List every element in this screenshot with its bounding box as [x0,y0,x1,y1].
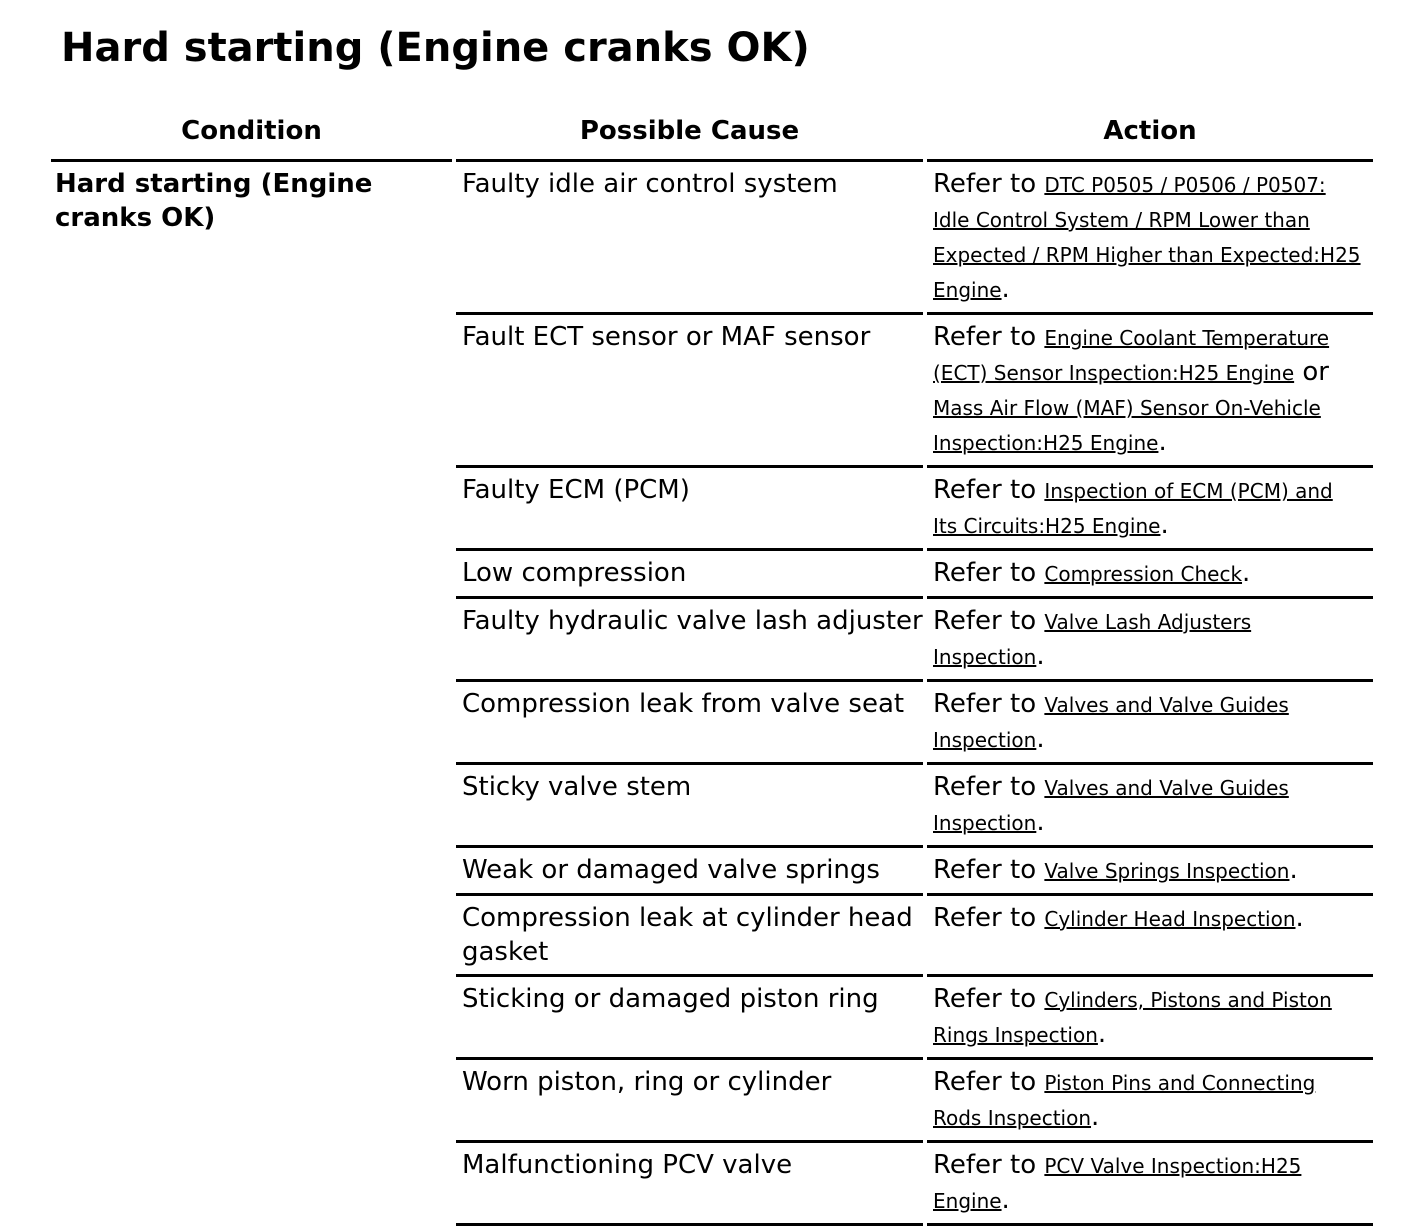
reference-link[interactable]: Mass Air Flow (MAF) Sensor On-Vehicle [933,396,1321,420]
action-text: or [1294,357,1329,387]
reference-link[interactable]: Compression Check [1044,562,1243,586]
action-text: . [1295,903,1304,933]
action-line [933,272,1373,307]
action-line [933,853,1373,888]
action-text: Refer to [933,903,1045,933]
action-line [933,1183,1373,1218]
action-text: . [1036,641,1045,671]
reference-link[interactable]: Inspection [933,645,1037,669]
action-line [933,473,1373,508]
action-line [933,770,1373,805]
possible-cause-cell: Compression leak from valve seat [456,682,923,765]
action-line [933,202,1373,237]
reference-link[interactable]: Engine Coolant Temperature [1044,326,1330,350]
header-possible-cause: Possible Cause [456,108,923,162]
reference-link[interactable]: Idle Control System / RPM Lower than [933,208,1310,232]
reference-link[interactable]: Inspection of ECM (PCM) and [1044,479,1333,503]
action-line [933,425,1373,460]
action-text: . [1158,427,1167,457]
action-line [933,1100,1373,1135]
action-line [933,722,1373,757]
action-cell [927,1060,1373,1143]
action-cell [927,315,1373,468]
action-cell [927,551,1373,599]
possible-cause-cell: Sticking or damaged piston ring [456,977,923,1060]
possible-cause-cell: Weak or damaged valve springs [456,848,923,896]
action-cell [927,468,1373,551]
reference-link[interactable]: Its Circuits:H25 Engine [933,514,1161,538]
reference-link[interactable]: Inspection [933,728,1037,752]
action-cell [927,977,1373,1060]
action-text: Refer to [933,855,1045,885]
reference-link[interactable]: Valves and Valve Guides [1044,776,1289,800]
possible-cause-cell: Sticky valve stem [456,765,923,848]
action-line [933,1017,1373,1052]
table-body [51,162,1373,1226]
reference-link[interactable]: Cylinder Head Inspection [1044,907,1296,931]
action-cell [927,599,1373,682]
action-line [933,639,1373,674]
action-line [933,982,1373,1017]
reference-link[interactable]: Inspection:H25 Engine [933,431,1159,455]
header-row [51,108,1373,162]
possible-cause-cell: Faulty idle air control system [456,162,923,315]
possible-cause-cell: Low compression [456,551,923,599]
reference-link[interactable]: Valve Lash Adjusters [1044,610,1252,634]
action-text: Refer to [933,772,1045,802]
action-text: . [1160,510,1169,540]
reference-link[interactable]: Inspection [933,811,1037,835]
reference-link[interactable]: Valve Springs Inspection [1044,859,1290,883]
action-cell [927,682,1373,765]
action-text: . [1001,1185,1010,1215]
reference-link[interactable]: (ECT) Sensor Inspection:H25 Engine [933,361,1295,385]
reference-link[interactable]: Piston Pins and Connecting [1044,1071,1316,1095]
action-line [933,167,1373,202]
action-line [933,901,1373,936]
action-line [933,355,1373,390]
reference-link[interactable]: DTC P0505 / P0506 / P0507: [1044,173,1326,197]
reference-link[interactable]: Rods Inspection [933,1106,1092,1130]
action-text: Refer to [933,558,1045,588]
action-line [933,390,1373,425]
troubleshooting-table [47,108,1377,1226]
reference-link[interactable]: Valves and Valve Guides [1044,693,1289,717]
possible-cause-cell: Compression leak at cylinder head gasket [456,896,923,977]
action-line [933,805,1373,840]
action-text: . [1036,724,1045,754]
action-text: . [1289,855,1298,885]
possible-cause-cell: Fault ECT sensor or MAF sensor [456,315,923,468]
action-text: . [1097,1019,1107,1049]
reference-link[interactable]: Expected / RPM Higher than Expected:H25 [933,243,1361,267]
action-text: Refer to [933,475,1045,505]
action-text: Refer to [933,984,1045,1014]
reference-link[interactable]: PCV Valve Inspection:H25 [1044,1154,1302,1178]
reference-link[interactable]: Engine [933,1189,1002,1213]
action-text: Refer to [933,169,1045,199]
action-line [933,604,1373,639]
action-text: Refer to [933,606,1045,636]
page-title: Hard starting (Engine cranks OK) [61,25,810,71]
possible-cause-cell: Faulty ECM (PCM) [456,468,923,551]
reference-link[interactable]: Cylinders, Pistons and Piston [1044,988,1332,1012]
action-text: Refer to [933,689,1045,719]
header-condition: Condition [51,108,452,162]
table-row [51,162,1373,315]
action-text: Refer to [933,1150,1045,1180]
possible-cause-cell: Faulty hydraulic valve lash adjuster [456,599,923,682]
reference-link[interactable]: Rings Inspection [933,1023,1098,1047]
action-cell [927,162,1373,315]
action-text: Refer to [933,1067,1045,1097]
action-line [933,1148,1373,1183]
action-line [933,320,1373,355]
action-line [933,508,1373,543]
action-cell [927,1143,1373,1226]
action-text: . [1001,274,1010,304]
possible-cause-cell: Malfunctioning PCV valve [456,1143,923,1226]
action-line [933,556,1373,591]
action-cell [927,848,1373,896]
action-line [933,237,1373,272]
reference-link[interactable]: Engine [933,278,1002,302]
action-text: . [1242,558,1251,588]
action-cell [927,765,1373,848]
action-text: . [1091,1102,1100,1132]
possible-cause-cell: Worn piston, ring or cylinder [456,1060,923,1143]
action-text: Refer to [933,322,1045,352]
action-line [933,1065,1373,1100]
header-action: Action [927,108,1373,162]
action-text: . [1036,807,1045,837]
condition-cell: Hard starting (Engine cranks OK) [55,169,373,233]
action-line [933,687,1373,722]
action-cell [927,896,1373,977]
